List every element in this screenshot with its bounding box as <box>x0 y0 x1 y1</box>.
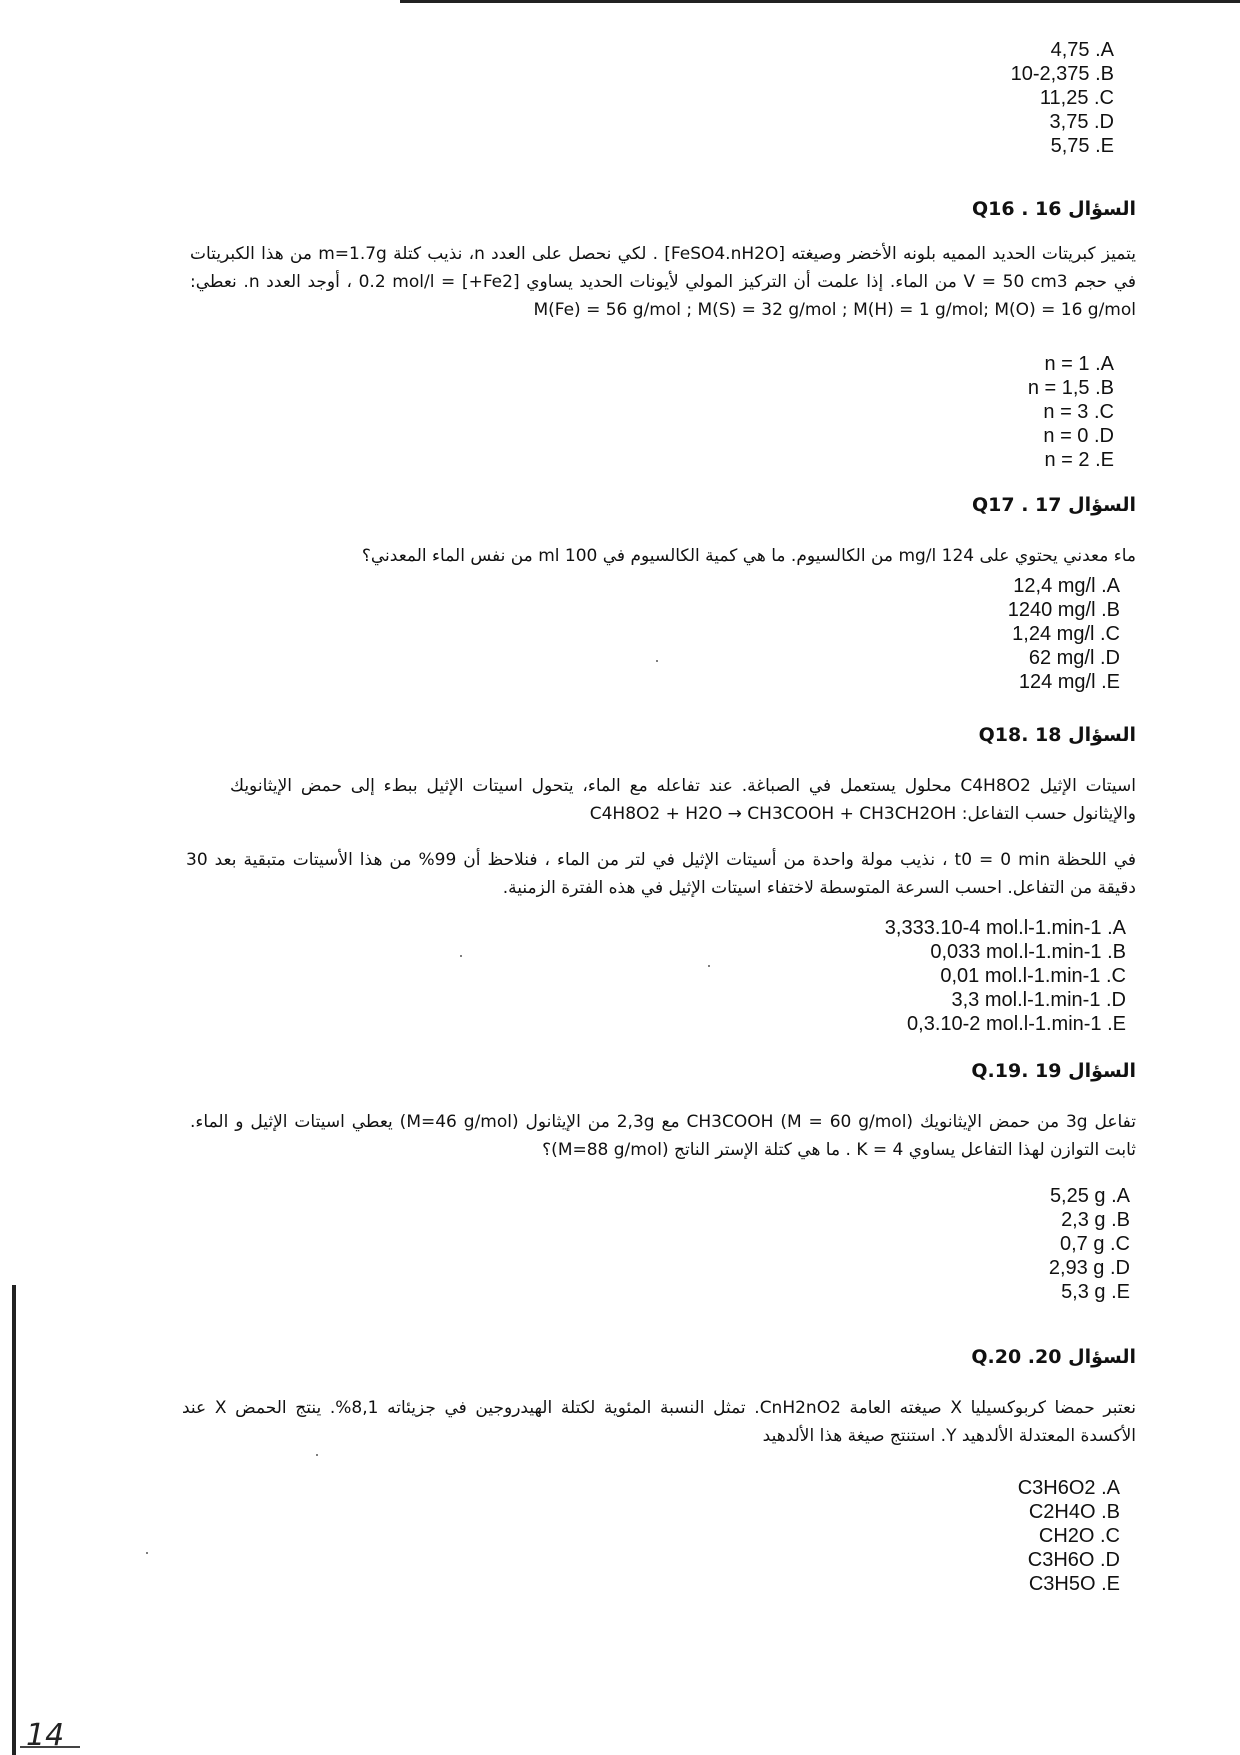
q17-title: السؤال 17 . Q17 <box>971 494 1136 516</box>
option-item: 1,24 mg/l .C <box>1012 623 1120 645</box>
option-item: 2,3 g .B <box>1061 1209 1130 1231</box>
q20-paragraph: نعتبر حمضا كربوكسيليا X صيغته العامة CnH2nO2. تمثل النسبة المئوية لكتلة الهيدروجين في جزيئاته 8,1%. ينتج الحمض X عند الأكسدة المعتدلة الألدهيد Y. استنتج صيغة هذا الألدهيد <box>182 1398 1136 1446</box>
option-item: 3,3 mol.l-1.min-1 .D <box>951 989 1126 1011</box>
option-item: 1240 mg/l .B <box>1007 599 1120 621</box>
option-item: 62 mg/l .D <box>1028 647 1120 669</box>
option-item: 3,333.10-4 mol.l-1.min-1 .A <box>884 917 1126 939</box>
option-item: 124 mg/l .E <box>1018 671 1120 693</box>
option-item: 0,7 g .C <box>1059 1233 1130 1255</box>
option-item: 11,25 .C <box>1039 87 1114 109</box>
option-item: 0,01 mol.l-1.min-1 .C <box>940 965 1126 987</box>
q18-paragraph-1: اسيتات الإثيل C4H8O2 محلول يستعمل في الصباغة. عند تفاعله مع الماء، يتحول اسيتات الإثيل ببطء إلى حمض الإيثانويك والإيثانول حسب التفاعل: C4H8O2 + H2O → CH3COOH + CH3CH2OH <box>230 776 1137 824</box>
top-edge-rule <box>400 0 1240 3</box>
scan-speck <box>460 955 462 957</box>
option-item: C3H5O .E <box>1028 1573 1120 1595</box>
q20-title: السؤال 20. Q.20 <box>971 1346 1136 1368</box>
q18-title: السؤال 18 .Q18 <box>978 724 1136 746</box>
q16-options <box>1028 352 1114 472</box>
option-item: 2,93 g .D <box>1048 1257 1130 1279</box>
q17-options <box>1008 574 1120 694</box>
q19-text <box>190 1108 1136 1164</box>
option-item: 0,033 mol.l-1.min-1 .B <box>930 941 1126 963</box>
page-number: 14 <box>26 1718 65 1753</box>
option-item: C3H6O .D <box>1027 1549 1120 1571</box>
left-margin-rule <box>12 1285 16 1755</box>
q18-text <box>230 772 1136 828</box>
q17-text <box>190 542 1136 570</box>
q19-options <box>1049 1184 1130 1304</box>
option-item: 3,75 .D <box>1049 111 1114 133</box>
scan-speck <box>656 660 658 662</box>
q17-paragraph: ماء معدني يحتوي على 124 mg/l من الكالسيوم. ما هي كمية الكالسيوم في 100 ml من نفس الماء المعدني؟ <box>361 546 1136 566</box>
q16-title: السؤال 16 . Q16 <box>971 198 1136 220</box>
q18-paragraph-2: في اللحظة t0 = 0 min ، نذيب مولة واحدة من أسيتات الإثيل في لتر من الماء ، فنلاحظ أن 99% من هذا الأسيتات متبقية بعد 30 دقيقة من التفاعل. احسب السرعة المتوسطة لاختفاء اسيتات الإثيل في هذه الفترة الزمنية. <box>186 850 1136 898</box>
q16-paragraph: يتميز كبريتات الحديد المميه بلونه الأخضر وصيغته [FeSO4.nH2O] . لكي نحصل على العدد n، نذيب كتلة m=1.7g من هذا الكبريتات في حجم V = 50 cm3 من الماء. إذا علمت أن التركيز المولي لأيونات الحديد يساوي [Fe2+] = 0.2 mol/l ، أوجد العدد n. نعطي: M(Fe) = 56 g/mol ; M(S) = 32 g/mol ; M(H) = 1 g/mol; M(O) = 16 g/mol <box>190 244 1136 320</box>
q20-options <box>1018 1476 1120 1596</box>
option-item: 5,3 g .E <box>1061 1281 1130 1303</box>
scan-speck <box>708 965 710 967</box>
q19-title: السؤال 19 .Q.19 <box>971 1060 1136 1082</box>
option-item: n = 3 .C <box>1043 401 1114 423</box>
option-item: CH2O .C <box>1038 1525 1120 1547</box>
option-item: C2H4O .B <box>1028 1501 1120 1523</box>
q18-options <box>885 916 1126 1036</box>
scan-speck <box>146 1552 148 1554</box>
option-item: 5,75 .E <box>1050 135 1114 157</box>
option-item: n = 0 .D <box>1043 425 1114 447</box>
option-item: n = 1 .A <box>1044 353 1114 375</box>
option-item: 10-2,375 .B <box>1010 63 1114 85</box>
option-item: 4,75 .A <box>1050 39 1114 61</box>
q16-text <box>190 240 1136 324</box>
q19-paragraph: تفاعل 3g من حمض الإيثانويك CH3COOH (M = 60 g/mol) مع 2,3g من الإيثانول (M=46 g/mol) يعطي اسيتات الإثيل و الماء. ثابت التوازن لهذا التفاعل يساوي K = 4 . ما هي كتلة الإستر الناتج (M=88 g/mol)؟ <box>190 1112 1137 1160</box>
q20-text <box>182 1394 1136 1450</box>
scan-speck <box>316 1454 318 1456</box>
option-item: 12,4 mg/l .A <box>1013 575 1120 597</box>
option-item: C3H6O2 .A <box>1017 1477 1120 1499</box>
q18-text-2 <box>186 846 1136 902</box>
option-item: n = 2 .E <box>1044 449 1114 471</box>
option-item: 5,25 g .A <box>1049 1185 1130 1207</box>
option-item: 0,3.10-2 mol.l-1.min-1 .E <box>907 1013 1126 1035</box>
option-item: n = 1,5 .B <box>1027 377 1114 399</box>
prev-options <box>1011 38 1114 158</box>
